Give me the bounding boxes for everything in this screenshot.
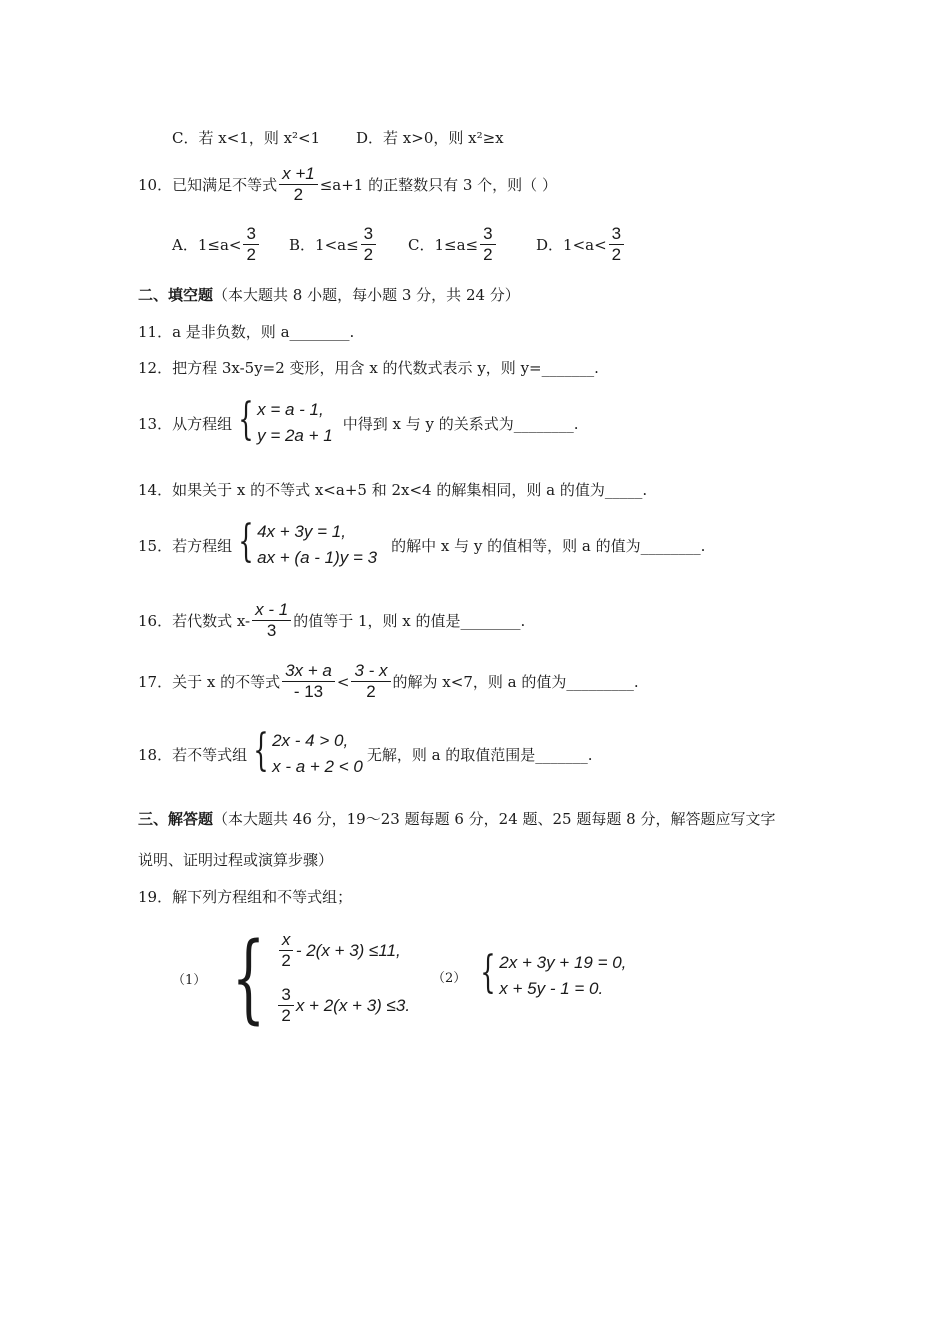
q10-prefix: 10．已知满足不等式	[138, 176, 278, 194]
frac-den: 2	[611, 245, 622, 264]
section-2-desc: （本大题共 8 小题，每小题 3 分，共 24 分）	[213, 286, 520, 304]
section-3-desc-2: 说明、证明过程或演算步骤）	[138, 851, 334, 869]
question-17	[138, 661, 639, 702]
question-14: 14．如果关于 x 的不等式 x<a+5 和 2x<4 的解集相同，则 a 的值为_____.	[138, 481, 648, 499]
section-3-heading	[138, 808, 775, 829]
q18-system	[247, 725, 363, 780]
question-13	[138, 394, 579, 449]
q9-option-c: C．若 x<1，则 x²<1	[172, 129, 321, 147]
frac-num: 3	[480, 224, 495, 245]
section-2-heading	[138, 284, 520, 305]
question-16	[138, 600, 525, 641]
q10-option-d-frac	[609, 224, 624, 265]
q10-frac-num: x +1	[279, 164, 318, 185]
q13-row1: x = a - 1,	[257, 400, 324, 419]
q10-option-a	[172, 224, 261, 265]
q10-option-b-text: B．1<a≤	[289, 236, 359, 254]
q10-option-c	[408, 224, 498, 265]
question-18	[138, 725, 593, 780]
frac-den: 2	[363, 245, 374, 264]
q18-row2: x - a + 2 < 0	[272, 757, 363, 776]
q10-frac-den: 2	[293, 185, 304, 204]
q13-row2: y = 2a + 1	[257, 426, 333, 445]
q13-system	[232, 394, 333, 449]
frac-den: 2	[281, 951, 291, 970]
q19-p1-row1	[276, 930, 410, 971]
q17-frac2-num: 3 - x	[351, 661, 390, 682]
frac-num: 3	[609, 224, 624, 245]
q18-prefix: 18．若不等式组	[138, 745, 248, 764]
frac-num: 3	[278, 985, 293, 1006]
q19-p2-row2: x + 5y - 1 = 0.	[499, 979, 604, 998]
q16-suffix: 的值等于 1，则 x 的值是________.	[293, 612, 526, 630]
q16-frac-den: 3	[266, 621, 277, 640]
q17-frac2-den: 2	[366, 682, 376, 701]
q19-p1-row2-rest: x + 2(x + 3) ≤3.	[295, 995, 411, 1015]
q10-suffix: ≤a+1 的正整数只有 3 个，则（ ）	[319, 176, 557, 194]
frac-num: x	[279, 930, 294, 951]
frac-den: 2	[246, 245, 256, 264]
q13-suffix: 中得到 x 与 y 的关系式为________.	[342, 414, 579, 433]
q10-option-b	[289, 224, 378, 265]
q19-p1-row2	[276, 985, 410, 1026]
q15-suffix: 的解中 x 与 y 的值相等，则 a 的值为________.	[391, 536, 706, 555]
q10-option-c-frac	[480, 224, 495, 265]
q19-part-2-system	[474, 947, 627, 1002]
q17-frac1-num: 3x + a	[282, 661, 335, 682]
q9-option-d: D．若 x>0，则 x²≥x	[356, 129, 504, 147]
question-19-stem: 19．解下列方程组和不等式组；	[138, 888, 353, 906]
q17-suffix: 的解为 x<7，则 a 的值为_________.	[392, 673, 639, 691]
frac-num: 3	[243, 224, 258, 245]
q17-frac1-den: - 13	[293, 682, 324, 701]
q10-option-a-frac	[243, 224, 258, 265]
q17-prefix: 17．关于 x 的不等式	[138, 673, 281, 691]
brace-icon: {	[253, 725, 269, 776]
brace-icon: {	[232, 922, 266, 1034]
q17-fraction-2	[351, 661, 390, 702]
q10-fraction	[279, 164, 318, 205]
q15-row2: ax + (a - 1)y = 3	[257, 548, 378, 567]
q19-p1-row1-rest: - 2(x + 3) ≤11,	[295, 940, 401, 960]
section-2-title: 二、填空题	[138, 286, 214, 304]
q10-option-a-text: A．1≤a<	[172, 236, 242, 254]
q16-fraction	[252, 600, 291, 641]
q19-part-1-label: （1）	[172, 972, 207, 988]
q19-p2-row1: 2x + 3y + 19 = 0,	[499, 953, 627, 972]
section-3-desc: （本大题共 46 分，19～23 题每题 6 分，24 题、25 题每题 8 分，解答题应写文字	[213, 810, 776, 828]
brace-icon: {	[238, 394, 254, 445]
q17-less-than: <	[336, 672, 350, 691]
q19-part-2	[432, 947, 627, 1002]
q18-row1: 2x - 4 > 0,	[272, 731, 349, 750]
frac-den: 2	[281, 1006, 291, 1025]
q18-suffix: 无解，则 a 的取值范围是_______.	[366, 745, 593, 764]
q10-option-d-text: D．1<a<	[536, 236, 607, 254]
q16-frac-num: x - 1	[252, 600, 291, 621]
q10-option-c-text: C．1≤a≤	[408, 236, 479, 254]
q13-prefix: 13．从方程组	[138, 414, 233, 433]
q10-option-b-frac	[361, 224, 376, 265]
question-10	[138, 164, 557, 205]
q17-fraction-1	[282, 661, 335, 702]
q10-option-d	[536, 224, 626, 265]
brace-icon: {	[238, 516, 254, 567]
question-11: 11．a 是非负数，则 a________.	[138, 323, 355, 341]
q15-system	[232, 516, 378, 571]
question-15	[138, 516, 706, 571]
q19-part-1-system	[218, 922, 411, 1034]
q16-prefix: 16．若代数式 x-	[138, 612, 251, 630]
frac-num: 3	[361, 224, 376, 245]
q15-row1: 4x + 3y = 1,	[257, 522, 346, 541]
frac-den: 2	[483, 245, 493, 264]
section-3-title: 三、解答题	[138, 810, 214, 828]
question-12: 12．把方程 3x-5y=2 变形，用含 x 的代数式表示 y，则 y=_______.	[138, 359, 599, 377]
brace-icon: {	[480, 947, 496, 998]
q19-part-2-label: （2）	[432, 970, 467, 986]
q15-prefix: 15．若方程组	[138, 536, 233, 555]
q19-part-1	[172, 922, 411, 1034]
